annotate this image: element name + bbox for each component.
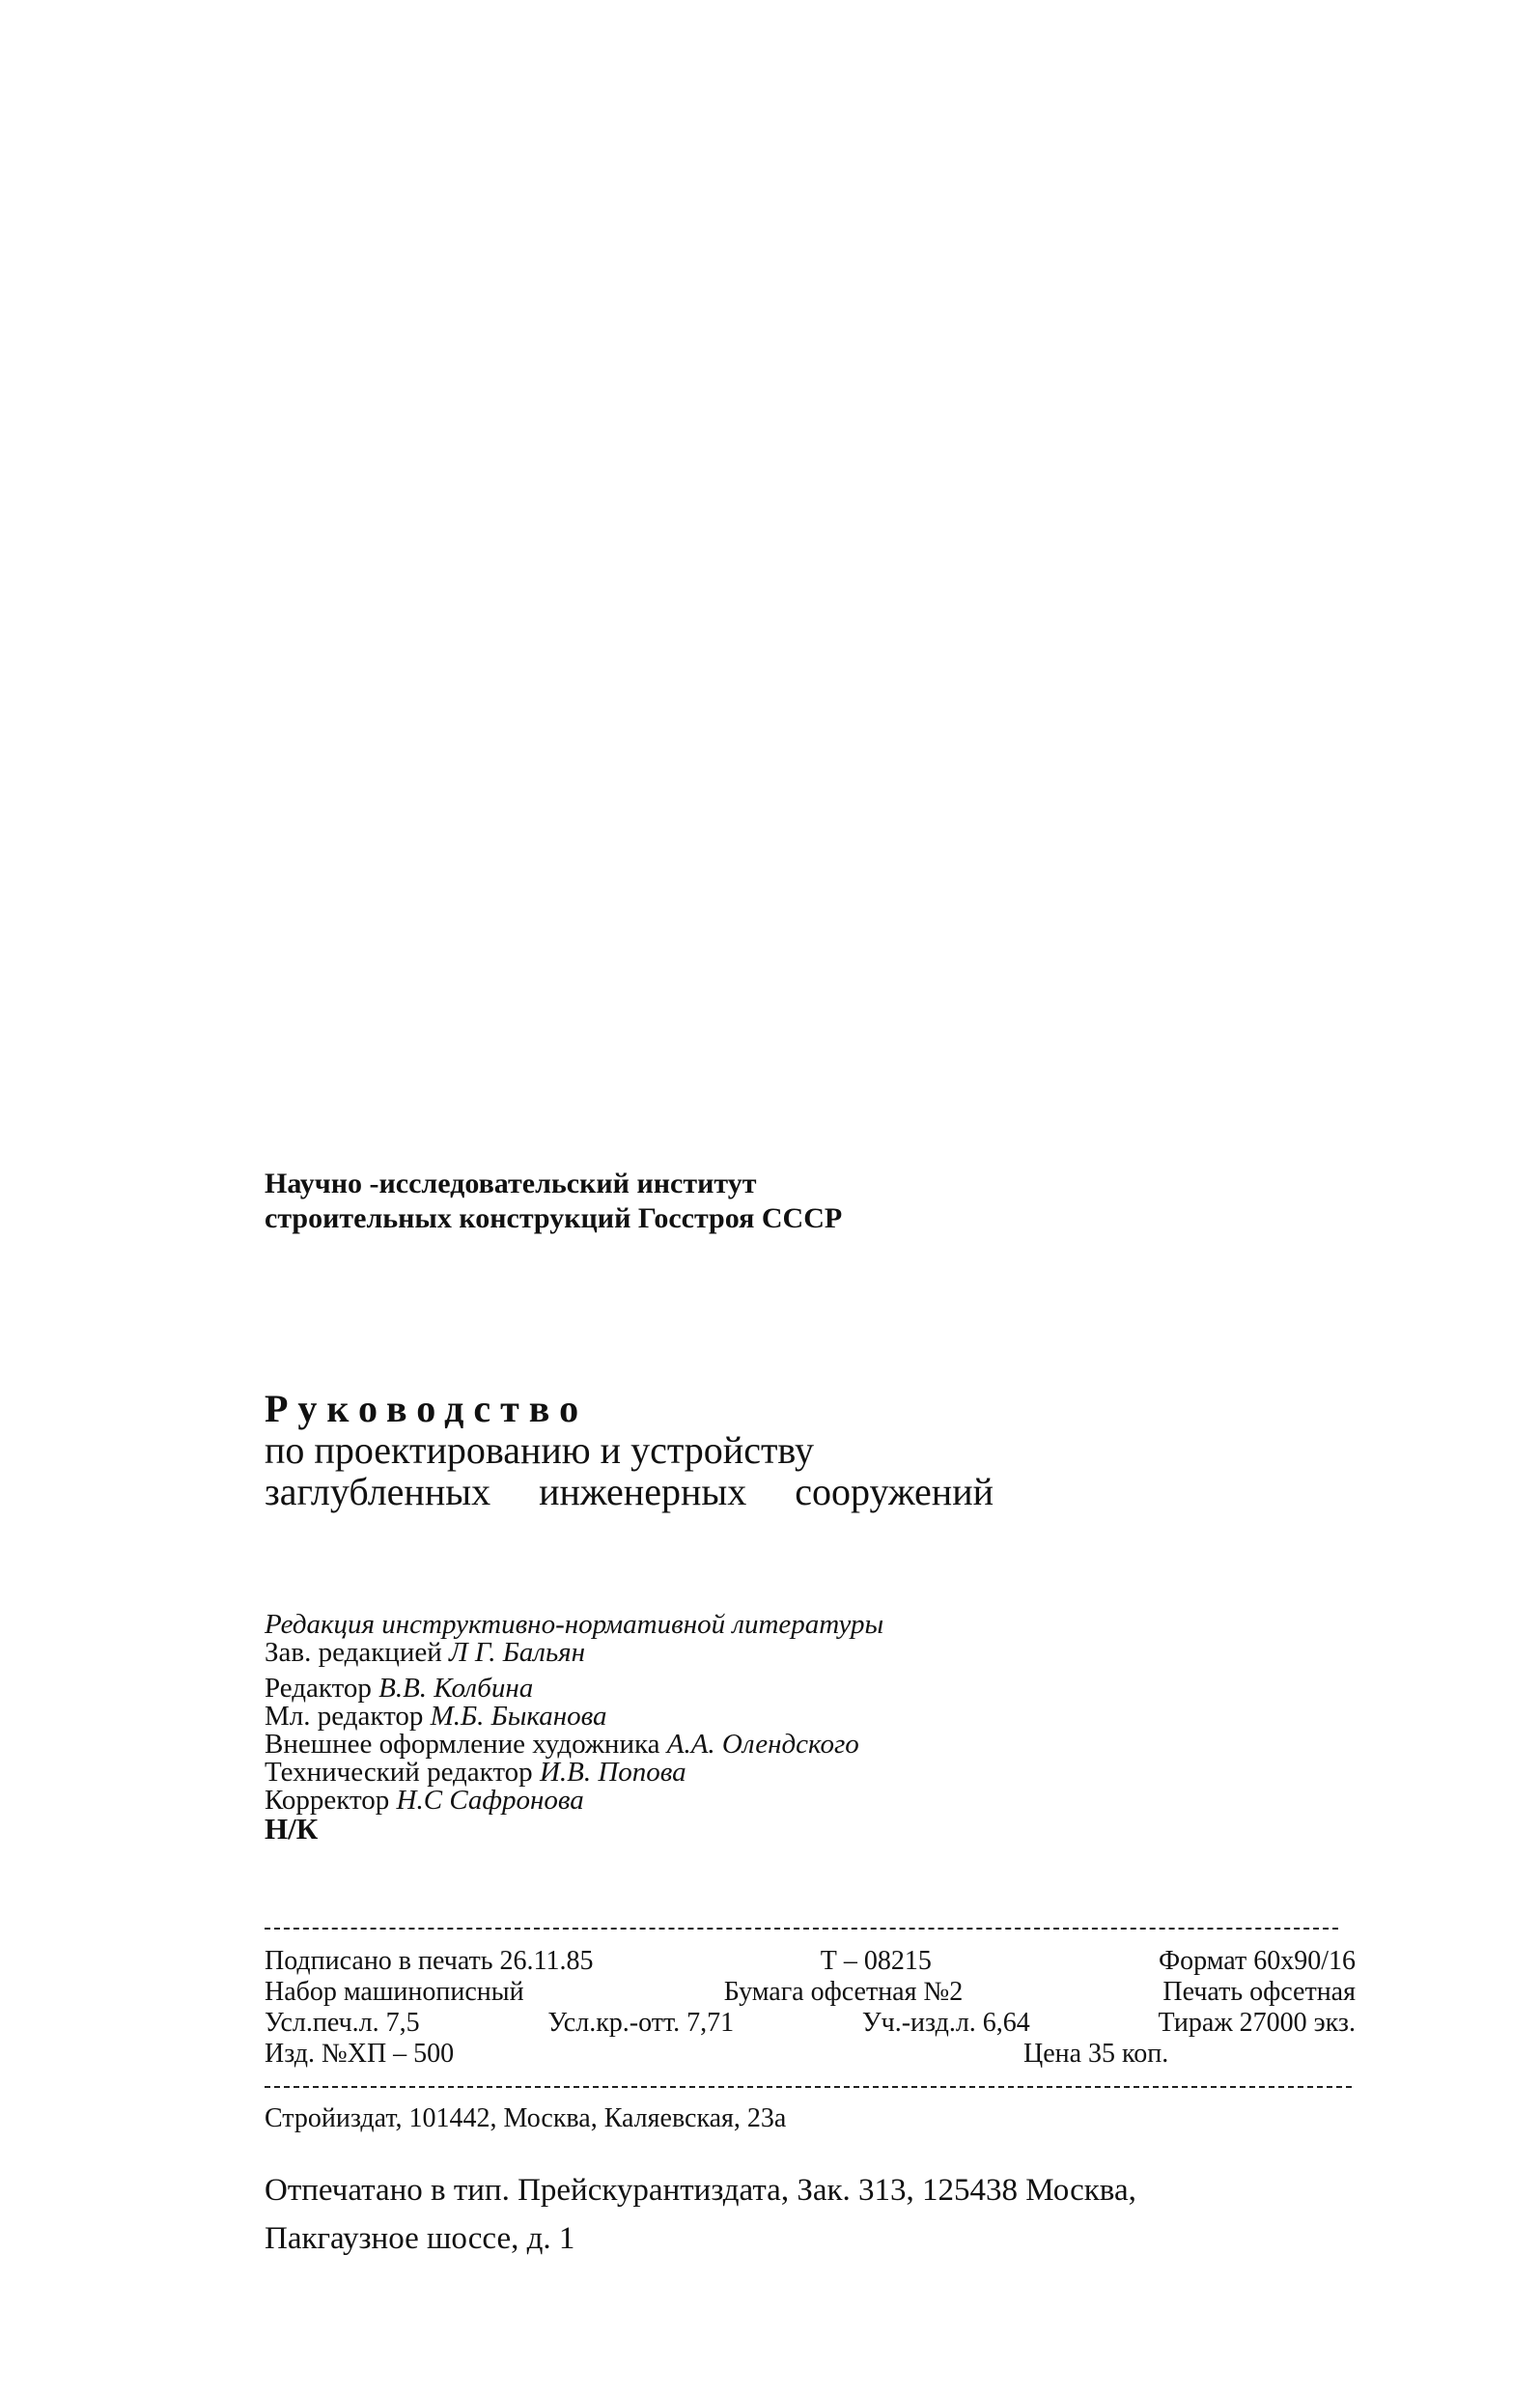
printer-line-1: Отпечатано в тип. Прейскурантиздата, Зак. 313, 125438 Москва, — [265, 2173, 1136, 2208]
edition-name: Редакция инструктивно-нормативной литературы — [265, 1609, 884, 1640]
printer-info — [265, 2166, 1136, 2263]
imprint-run: Тираж 27000 экз. — [1158, 2008, 1356, 2038]
imprint-edition-no: Изд. №ХП – 500 — [265, 2039, 455, 2069]
imprint-paper: Бумага офсетная №2 — [723, 1977, 964, 2007]
imprint-typesetting: Набор машинописный — [265, 1977, 524, 2007]
imprint-row-3 — [265, 2008, 1356, 2039]
imprint-pub-sheets: Уч.-изд.л. 6,64 — [861, 2008, 1030, 2038]
imprint-print-sheets: Усл.печ.л. 7,5 — [265, 2008, 420, 2038]
credit-junior-editor-name: М.Б. Быканова — [430, 1701, 607, 1732]
imprint-format: Формат 60x90/16 — [1159, 1946, 1356, 1976]
imprint-row-4 — [265, 2039, 1356, 2070]
imprint-signed: Подписано в печать 26.11.85 — [265, 1946, 594, 1976]
credit-head-name: Л Г. Бальян — [448, 1637, 586, 1668]
credit-design — [265, 1731, 883, 1759]
imprint-printing: Печать офсетная — [1162, 1977, 1356, 2007]
institute-name — [265, 1167, 842, 1236]
credit-design-label: Внешнее оформление художника — [265, 1729, 660, 1760]
credit-tech-editor-name: И.В. Попова — [539, 1757, 686, 1788]
imprint-row-1 — [265, 1946, 1356, 1977]
credit-head — [265, 1639, 883, 1667]
credit-editor-name: В.В. Колбина — [378, 1673, 534, 1704]
credits — [265, 1609, 884, 1846]
title-line-3: заглубленных инженерных сооружений — [265, 1470, 994, 1513]
publisher-address: Стройиздат, 101442, Москва, Каляевская, 23а — [265, 2103, 787, 2133]
credit-head-label: Зав. редакцией — [265, 1637, 442, 1668]
credit-design-name: А.А. Олендского — [666, 1729, 859, 1760]
credit-editor-label: Редактор — [265, 1673, 372, 1704]
credit-corrector-label: Корректор — [265, 1785, 390, 1816]
dashed-divider-top — [265, 1928, 1338, 1930]
credit-junior-editor-label: Мл. редактор — [265, 1701, 424, 1732]
credit-tech-editor-label: Технический редактор — [265, 1757, 533, 1788]
credit-corrector — [265, 1787, 883, 1815]
dashed-divider-bottom — [265, 2086, 1352, 2088]
credit-editor — [265, 1675, 883, 1703]
institute-line-1: Научно -исследовательский институт — [265, 1168, 757, 1199]
title-line-2: по проектированию и устройству — [265, 1428, 814, 1472]
credit-junior-editor — [265, 1703, 883, 1731]
credit-mark: Н/К — [265, 1812, 319, 1846]
printer-line-2: Пакгаузное шоссе, д. 1 — [265, 2221, 575, 2256]
institute-line-2: строительных конструкций Госстроя СССР — [265, 1202, 843, 1234]
title-line-1: Руководство — [265, 1387, 589, 1430]
credit-tech-editor — [265, 1759, 883, 1787]
imprint — [265, 1946, 1356, 2070]
imprint-row-2 — [265, 1977, 1356, 2008]
imprint-code: Т – 08215 — [820, 1946, 932, 1976]
imprint-color-prints: Усл.кр.-отт. 7,71 — [547, 2008, 735, 2038]
credit-corrector-name: Н.С Сафронова — [396, 1785, 584, 1816]
book-title — [265, 1388, 994, 1512]
imprint-price: Цена 35 коп. — [1023, 2039, 1169, 2069]
